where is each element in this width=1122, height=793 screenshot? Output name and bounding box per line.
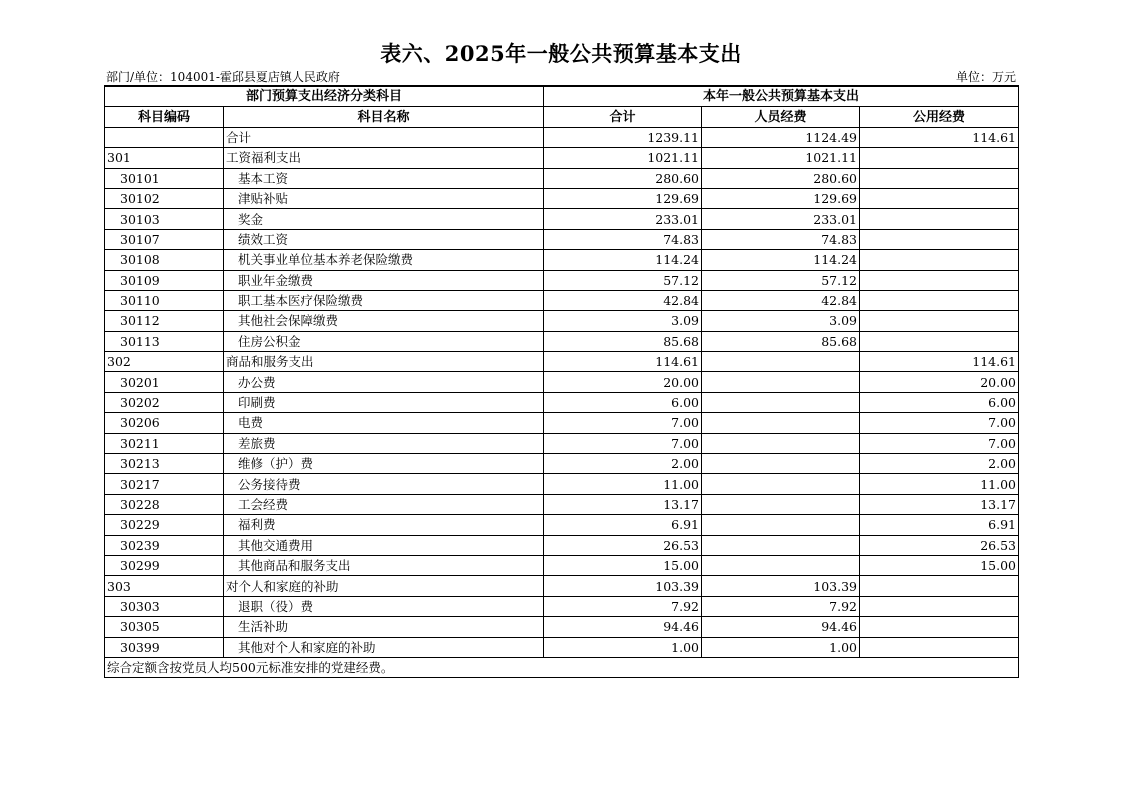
row-name-cell: 其他商品和服务支出 <box>224 555 544 575</box>
row-public-cell <box>860 576 1019 596</box>
row-personnel-cell: 57.12 <box>702 270 860 290</box>
row-name-cell: 工资福利支出 <box>224 148 544 168</box>
row-public-cell <box>860 311 1019 331</box>
row-personnel-cell <box>702 515 860 535</box>
table-row <box>105 331 1019 351</box>
row-public-cell: 20.00 <box>860 372 1019 392</box>
row-total-cell: 1021.11 <box>544 148 702 168</box>
row-public-cell <box>860 229 1019 249</box>
row-total-cell: 7.92 <box>544 596 702 616</box>
row-total-cell: 15.00 <box>544 555 702 575</box>
row-name-cell: 印刷费 <box>224 392 544 412</box>
department-label: 部门/单位：104001-霍邱县夏店镇人民政府 <box>106 70 340 84</box>
table-row <box>105 188 1019 208</box>
row-personnel-cell <box>702 392 860 412</box>
row-total-cell: 1.00 <box>544 637 702 657</box>
row-code-cell: 30113 <box>105 331 224 351</box>
row-code-cell: 30103 <box>105 209 224 229</box>
row-name-cell: 公务接待费 <box>224 474 544 494</box>
row-code-cell: 30108 <box>105 250 224 270</box>
row-total-cell: 26.53 <box>544 535 702 555</box>
row-code-cell: 30202 <box>105 392 224 412</box>
row-personnel-cell <box>702 372 860 392</box>
row-code-cell: 30213 <box>105 454 224 474</box>
row-public-cell: 13.17 <box>860 494 1019 514</box>
table-row <box>105 494 1019 514</box>
row-personnel-cell: 94.46 <box>702 617 860 637</box>
table-row <box>105 515 1019 535</box>
row-public-cell: 26.53 <box>860 535 1019 555</box>
row-public-cell <box>860 148 1019 168</box>
row-code-cell: 30228 <box>105 494 224 514</box>
row-code-cell: 30110 <box>105 290 224 310</box>
row-personnel-cell: 85.68 <box>702 331 860 351</box>
row-public-cell <box>860 168 1019 188</box>
table-row <box>105 372 1019 392</box>
table-row <box>105 433 1019 453</box>
table-row <box>105 637 1019 657</box>
row-name-cell: 生活补助 <box>224 617 544 637</box>
row-personnel-cell: 280.60 <box>702 168 860 188</box>
row-personnel-cell <box>702 433 860 453</box>
row-code-cell: 30101 <box>105 168 224 188</box>
row-code-cell: 30201 <box>105 372 224 392</box>
row-code-cell: 302 <box>105 352 224 372</box>
row-public-cell <box>860 290 1019 310</box>
row-code-cell: 30112 <box>105 311 224 331</box>
row-personnel-cell: 1124.49 <box>702 127 860 147</box>
row-personnel-cell: 233.01 <box>702 209 860 229</box>
row-public-cell: 114.61 <box>860 352 1019 372</box>
table-body <box>105 127 1019 657</box>
row-name-cell: 维修（护）费 <box>224 454 544 474</box>
table-row <box>105 229 1019 249</box>
footnote: 综合定额含按党员人均500元标准安排的党建经费。 <box>105 657 1019 677</box>
group-header-basic-expenditure: 本年一般公共预算基本支出 <box>544 86 1019 107</box>
budget-table <box>104 85 1019 678</box>
row-total-cell: 6.00 <box>544 392 702 412</box>
row-total-cell: 2.00 <box>544 454 702 474</box>
row-personnel-cell <box>702 555 860 575</box>
row-name-cell: 绩效工资 <box>224 229 544 249</box>
row-personnel-cell <box>702 352 860 372</box>
row-total-cell: 7.00 <box>544 413 702 433</box>
row-code-cell: 30206 <box>105 413 224 433</box>
row-personnel-cell: 129.69 <box>702 188 860 208</box>
table-group-header-row <box>105 86 1019 107</box>
row-total-cell: 280.60 <box>544 168 702 188</box>
row-name-cell: 退职（役）费 <box>224 596 544 616</box>
row-total-cell: 20.00 <box>544 372 702 392</box>
row-code-cell: 30303 <box>105 596 224 616</box>
row-code-cell: 30102 <box>105 188 224 208</box>
row-code-cell: 30211 <box>105 433 224 453</box>
table-row <box>105 311 1019 331</box>
row-public-cell <box>860 188 1019 208</box>
row-name-cell: 差旅费 <box>224 433 544 453</box>
row-name-cell: 电费 <box>224 413 544 433</box>
row-public-cell <box>860 617 1019 637</box>
row-personnel-cell: 114.24 <box>702 250 860 270</box>
footnote-row <box>105 657 1019 677</box>
table-row <box>105 576 1019 596</box>
table-row <box>105 168 1019 188</box>
group-header-economic-classification: 部门预算支出经济分类科目 <box>105 86 544 107</box>
row-code-cell: 301 <box>105 148 224 168</box>
table-row <box>105 148 1019 168</box>
row-total-cell: 3.09 <box>544 311 702 331</box>
row-total-cell: 233.01 <box>544 209 702 229</box>
row-total-cell: 11.00 <box>544 474 702 494</box>
table-row <box>105 535 1019 555</box>
row-total-cell: 1239.11 <box>544 127 702 147</box>
table-column-header-row <box>105 107 1019 127</box>
table-row <box>105 209 1019 229</box>
row-name-cell: 基本工资 <box>224 168 544 188</box>
row-code-cell: 30109 <box>105 270 224 290</box>
row-name-cell: 职业年金缴费 <box>224 270 544 290</box>
row-public-cell: 15.00 <box>860 555 1019 575</box>
row-total-cell: 114.61 <box>544 352 702 372</box>
row-public-cell <box>860 596 1019 616</box>
row-name-cell: 商品和服务支出 <box>224 352 544 372</box>
row-public-cell: 7.00 <box>860 413 1019 433</box>
row-public-cell: 11.00 <box>860 474 1019 494</box>
row-public-cell: 114.61 <box>860 127 1019 147</box>
row-public-cell <box>860 250 1019 270</box>
row-code-cell: 303 <box>105 576 224 596</box>
row-name-cell: 津贴补贴 <box>224 188 544 208</box>
column-header-personnel: 人员经费 <box>702 107 860 127</box>
table-row <box>105 127 1019 147</box>
column-header-total: 合计 <box>544 107 702 127</box>
row-name-cell: 住房公积金 <box>224 331 544 351</box>
row-total-cell: 13.17 <box>544 494 702 514</box>
row-total-cell: 57.12 <box>544 270 702 290</box>
row-public-cell <box>860 270 1019 290</box>
row-code-cell: 30239 <box>105 535 224 555</box>
row-name-cell: 合计 <box>224 127 544 147</box>
row-total-cell: 114.24 <box>544 250 702 270</box>
row-personnel-cell <box>702 474 860 494</box>
row-code-cell: 30107 <box>105 229 224 249</box>
row-public-cell: 2.00 <box>860 454 1019 474</box>
row-code-cell: 30299 <box>105 555 224 575</box>
row-code-cell: 30305 <box>105 617 224 637</box>
table-row <box>105 352 1019 372</box>
row-public-cell: 6.91 <box>860 515 1019 535</box>
row-code-cell: 30229 <box>105 515 224 535</box>
table-row <box>105 392 1019 412</box>
column-header-name: 科目名称 <box>224 107 544 127</box>
column-header-public: 公用经费 <box>860 107 1019 127</box>
row-name-cell: 其他交通费用 <box>224 535 544 555</box>
table-row <box>105 555 1019 575</box>
row-personnel-cell: 74.83 <box>702 229 860 249</box>
row-personnel-cell: 3.09 <box>702 311 860 331</box>
row-name-cell: 工会经费 <box>224 494 544 514</box>
row-name-cell: 办公费 <box>224 372 544 392</box>
row-total-cell: 85.68 <box>544 331 702 351</box>
row-total-cell: 6.91 <box>544 515 702 535</box>
column-header-code: 科目编码 <box>105 107 224 127</box>
row-name-cell: 其他对个人和家庭的补助 <box>224 637 544 657</box>
row-total-cell: 74.83 <box>544 229 702 249</box>
page-title: 表六、2025年一般公共预算基本支出 <box>380 41 742 66</box>
table-row <box>105 454 1019 474</box>
row-name-cell: 福利费 <box>224 515 544 535</box>
row-personnel-cell <box>702 454 860 474</box>
row-total-cell: 42.84 <box>544 290 702 310</box>
row-personnel-cell <box>702 413 860 433</box>
row-name-cell: 奖金 <box>224 209 544 229</box>
table-row <box>105 250 1019 270</box>
row-personnel-cell: 1.00 <box>702 637 860 657</box>
row-personnel-cell: 1021.11 <box>702 148 860 168</box>
row-public-cell <box>860 209 1019 229</box>
unit-label: 单位：万元 <box>955 70 1016 84</box>
table-row <box>105 270 1019 290</box>
table-row <box>105 596 1019 616</box>
row-code-cell <box>105 127 224 147</box>
table-row <box>105 413 1019 433</box>
row-total-cell: 94.46 <box>544 617 702 637</box>
row-public-cell: 6.00 <box>860 392 1019 412</box>
row-personnel-cell <box>702 494 860 514</box>
row-name-cell: 其他社会保障缴费 <box>224 311 544 331</box>
row-personnel-cell <box>702 535 860 555</box>
row-public-cell <box>860 637 1019 657</box>
table-row <box>105 474 1019 494</box>
row-total-cell: 7.00 <box>544 433 702 453</box>
table-row <box>105 617 1019 637</box>
row-personnel-cell: 103.39 <box>702 576 860 596</box>
row-total-cell: 129.69 <box>544 188 702 208</box>
table-row <box>105 290 1019 310</box>
row-code-cell: 30217 <box>105 474 224 494</box>
row-name-cell: 对个人和家庭的补助 <box>224 576 544 596</box>
row-total-cell: 103.39 <box>544 576 702 596</box>
row-public-cell: 7.00 <box>860 433 1019 453</box>
row-personnel-cell: 7.92 <box>702 596 860 616</box>
row-name-cell: 职工基本医疗保险缴费 <box>224 290 544 310</box>
row-public-cell <box>860 331 1019 351</box>
row-code-cell: 30399 <box>105 637 224 657</box>
row-name-cell: 机关事业单位基本养老保险缴费 <box>224 250 544 270</box>
row-personnel-cell: 42.84 <box>702 290 860 310</box>
